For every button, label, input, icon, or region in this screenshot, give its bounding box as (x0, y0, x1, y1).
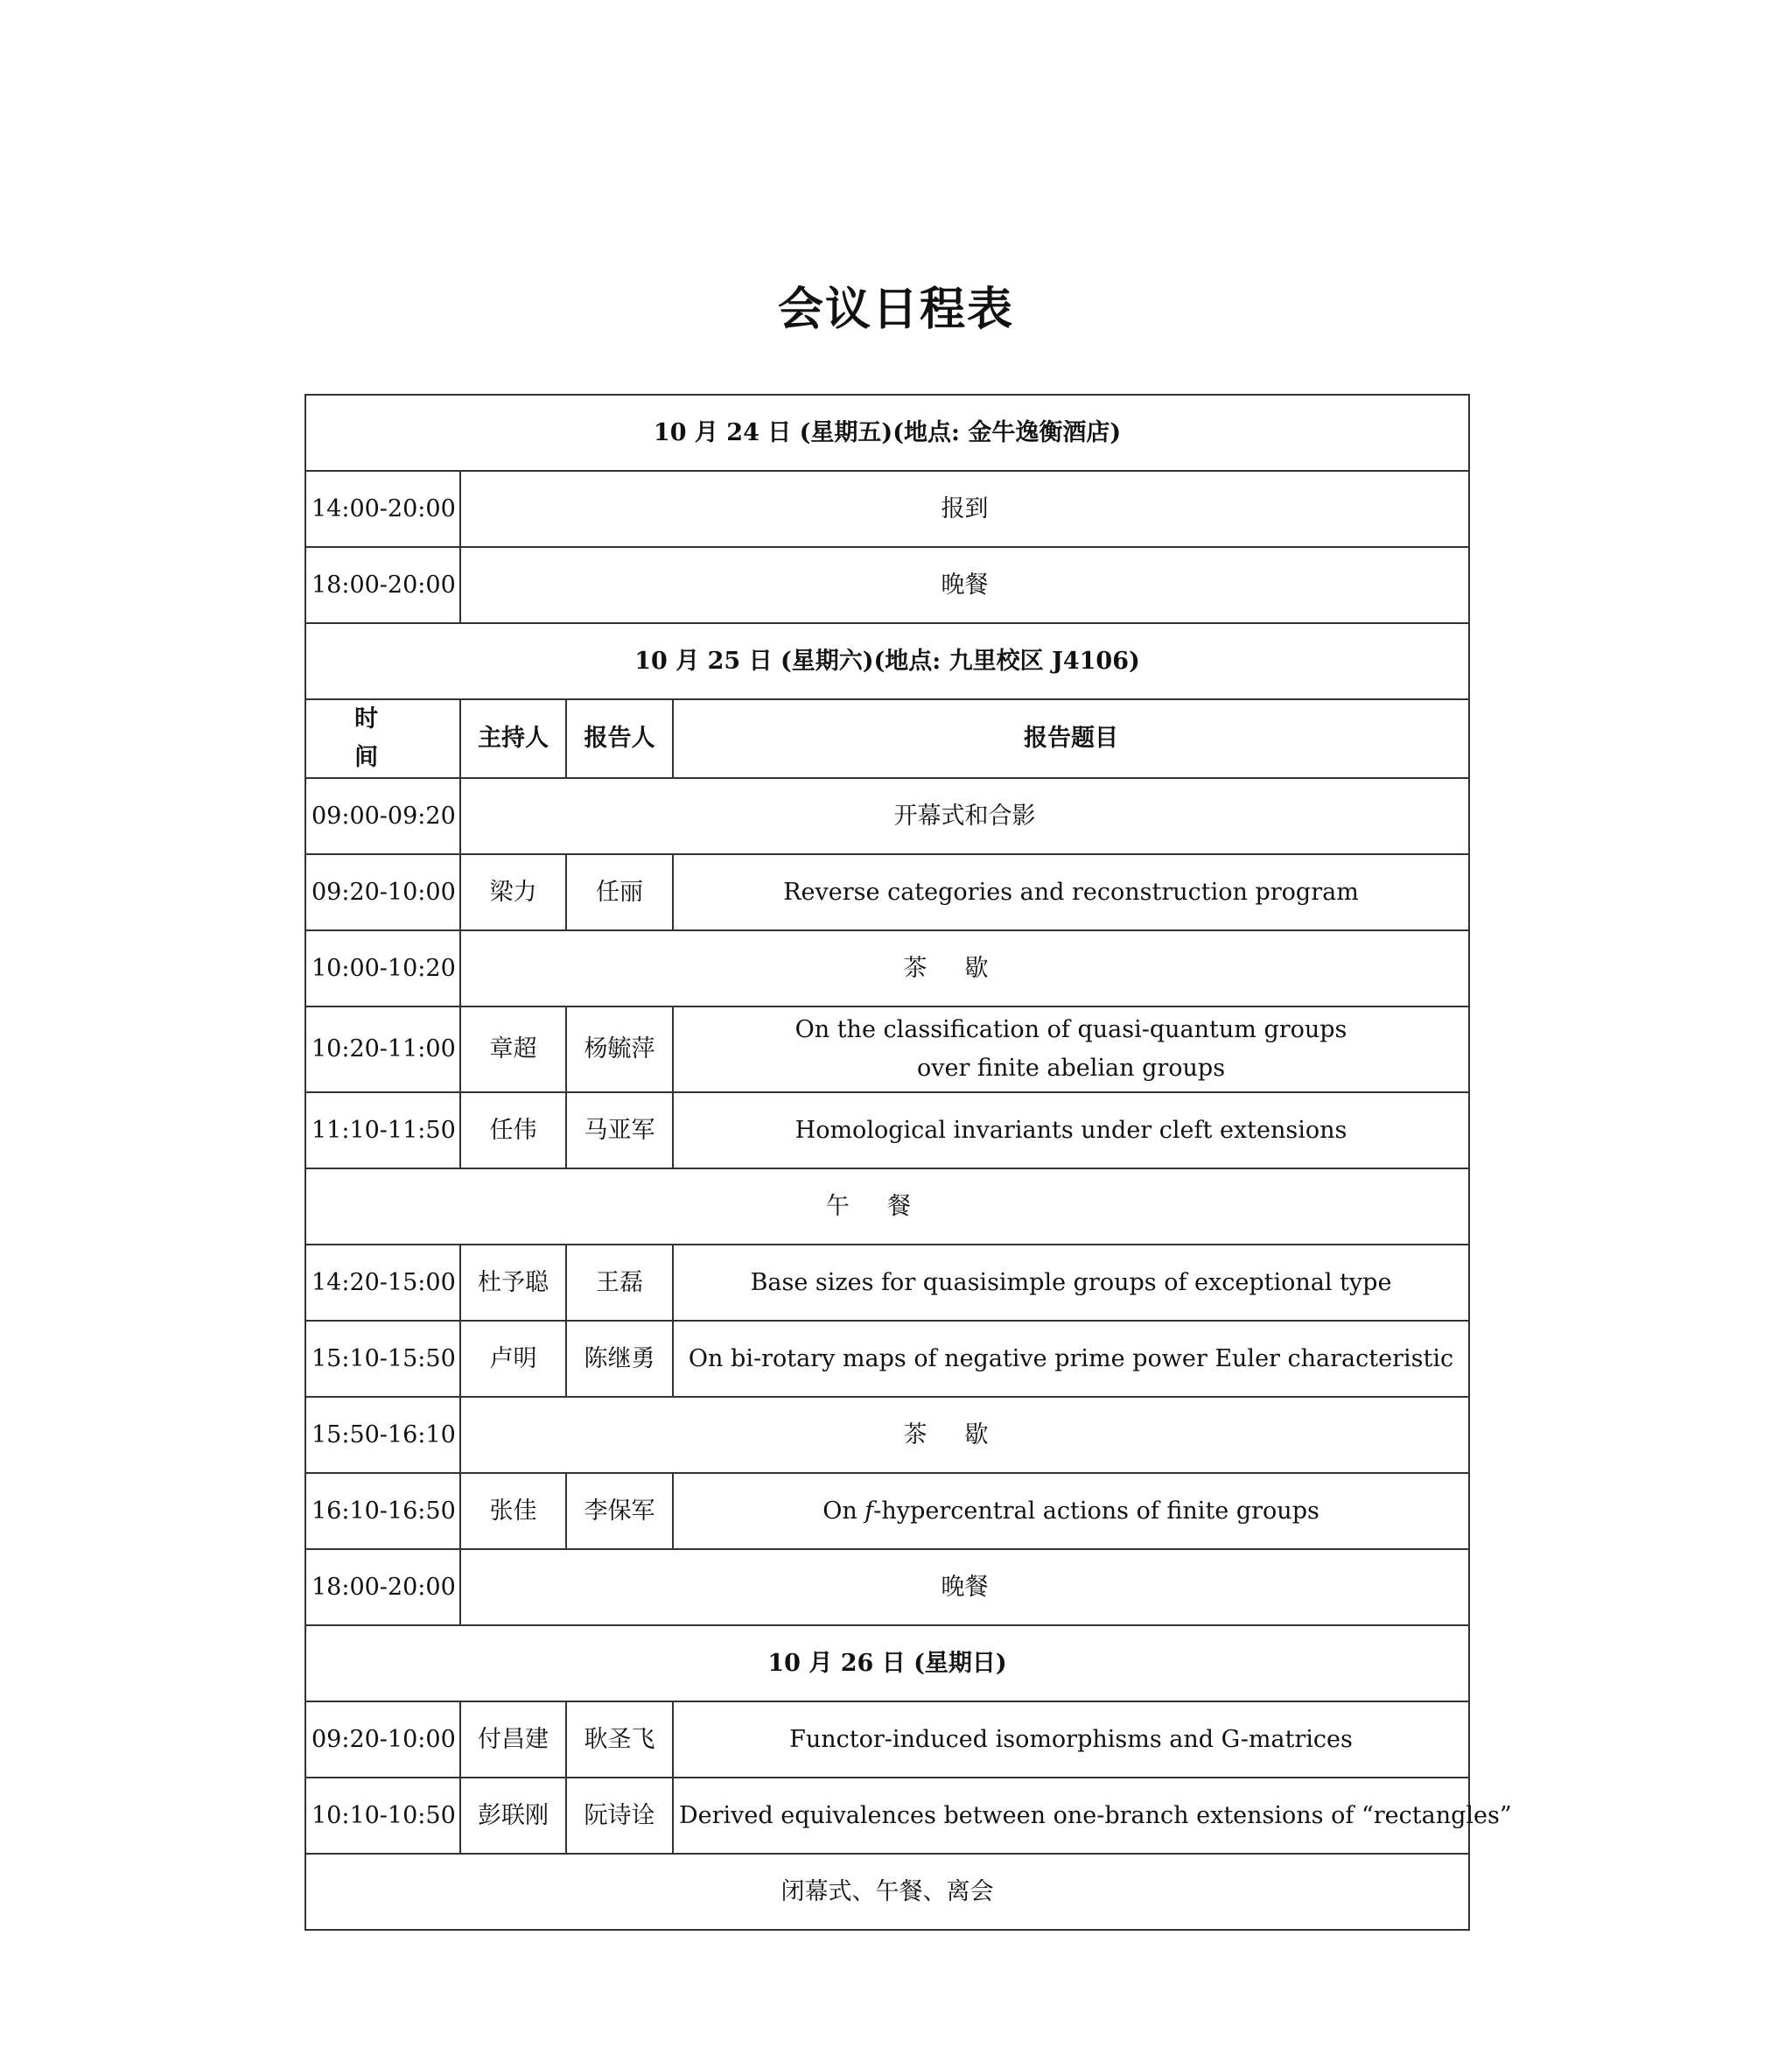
schedule-row (305, 471, 1469, 547)
schedule-row (305, 930, 1469, 1006)
day-header-row (305, 1625, 1469, 1701)
topic-cell: On bi-rotary maps of negative prime power Euler characteristic (673, 1321, 1469, 1397)
topic-cell: Derived equivalences between one-branch extensions of “rectangles” (673, 1778, 1469, 1854)
closing-row (305, 1854, 1469, 1930)
event-cell: 报到 (460, 471, 1469, 547)
host-cell: 付昌建 (460, 1701, 566, 1778)
talk-row (305, 1092, 1469, 1168)
event-cell: 茶歇 (460, 930, 1469, 1006)
host-cell: 章超 (460, 1006, 566, 1092)
closing-cell: 闭幕式、午餐、离会 (305, 1854, 1469, 1930)
topic-text: -hypercentral actions of finite groups (873, 1497, 1320, 1525)
day-header: 10 月 26 日 (星期日) (305, 1625, 1469, 1701)
page-title: 会议日程表 (777, 283, 1014, 336)
event-cell: 晚餐 (460, 1549, 1469, 1625)
time-cell: 11:10-11:50 (305, 1092, 460, 1168)
event-cell: 晚餐 (460, 547, 1469, 623)
time-cell: 10:10-10:50 (305, 1778, 460, 1854)
speaker-cell: 耿圣飞 (566, 1701, 673, 1778)
talk-row (305, 1778, 1469, 1854)
lunch-row (305, 1168, 1469, 1245)
time-cell: 09:20-10:00 (305, 854, 460, 930)
time-cell: 09:00-09:20 (305, 778, 460, 854)
speaker-cell: 阮诗诠 (566, 1778, 673, 1854)
host-cell: 卢明 (460, 1321, 566, 1397)
time-cell: 14:00-20:00 (305, 471, 460, 547)
talk-row (305, 1701, 1469, 1778)
topic-text: On (822, 1497, 865, 1525)
topic-cell (673, 1006, 1469, 1092)
column-header-speaker: 报告人 (566, 699, 673, 778)
host-cell: 张佳 (460, 1473, 566, 1549)
time-cell: 16:10-16:50 (305, 1473, 460, 1549)
topic-cell: Reverse categories and reconstruction program (673, 854, 1469, 930)
schedule-row (305, 1549, 1469, 1625)
topic-variable: f (864, 1497, 874, 1525)
talk-row (305, 1473, 1469, 1549)
column-header-row (305, 699, 1469, 778)
speaker-cell: 李保军 (566, 1473, 673, 1549)
day-header-row (305, 623, 1469, 699)
host-cell: 彭联刚 (460, 1778, 566, 1854)
schedule-row (305, 547, 1469, 623)
schedule-row (305, 1397, 1469, 1473)
time-cell: 15:50-16:10 (305, 1397, 460, 1473)
topic-cell: Functor-induced isomorphisms and G-matrices (673, 1701, 1469, 1778)
time-cell: 15:10-15:50 (305, 1321, 460, 1397)
topic-cell (673, 1473, 1469, 1549)
talk-row (305, 1006, 1469, 1092)
column-header-time: 时 间 (305, 699, 460, 778)
talk-row (305, 1321, 1469, 1397)
talk-row (305, 1245, 1469, 1321)
talk-row (305, 854, 1469, 930)
event-cell: 茶歇 (460, 1397, 1469, 1473)
topic-cell: Homological invariants under cleft extensions (673, 1092, 1469, 1168)
day-header: 10 月 25 日 (星期六)(地点: 九里校区 J4106) (305, 623, 1469, 699)
host-cell: 梁力 (460, 854, 566, 930)
host-cell: 任伟 (460, 1092, 566, 1168)
time-cell: 10:20-11:00 (305, 1006, 460, 1092)
time-cell: 14:20-15:00 (305, 1245, 460, 1321)
speaker-cell: 马亚军 (566, 1092, 673, 1168)
speaker-cell: 王磊 (566, 1245, 673, 1321)
speaker-cell: 任丽 (566, 854, 673, 930)
column-header-host: 主持人 (460, 699, 566, 778)
day-header: 10 月 24 日 (星期五)(地点: 金牛逸衡酒店) (305, 395, 1469, 471)
topic-cell: Base sizes for quasisimple groups of exceptional type (673, 1245, 1469, 1321)
event-cell: 开幕式和合影 (460, 778, 1469, 854)
time-cell: 10:00-10:20 (305, 930, 460, 1006)
day-header-row (305, 395, 1469, 471)
topic-line: On the classification of quasi-quantum groups (794, 1016, 1348, 1043)
speaker-cell: 陈继勇 (566, 1321, 673, 1397)
topic-line: over finite abelian groups (916, 1055, 1226, 1082)
column-header-topic: 报告题目 (673, 699, 1469, 778)
schedule-table (304, 394, 1512, 1931)
host-cell: 杜予聪 (460, 1245, 566, 1321)
time-cell: 09:20-10:00 (305, 1701, 460, 1778)
speaker-cell: 杨毓萍 (566, 1006, 673, 1092)
schedule-row (305, 778, 1469, 854)
time-cell: 18:00-20:00 (305, 547, 460, 623)
time-cell: 18:00-20:00 (305, 1549, 460, 1625)
lunch-cell: 午餐 (305, 1168, 1469, 1245)
